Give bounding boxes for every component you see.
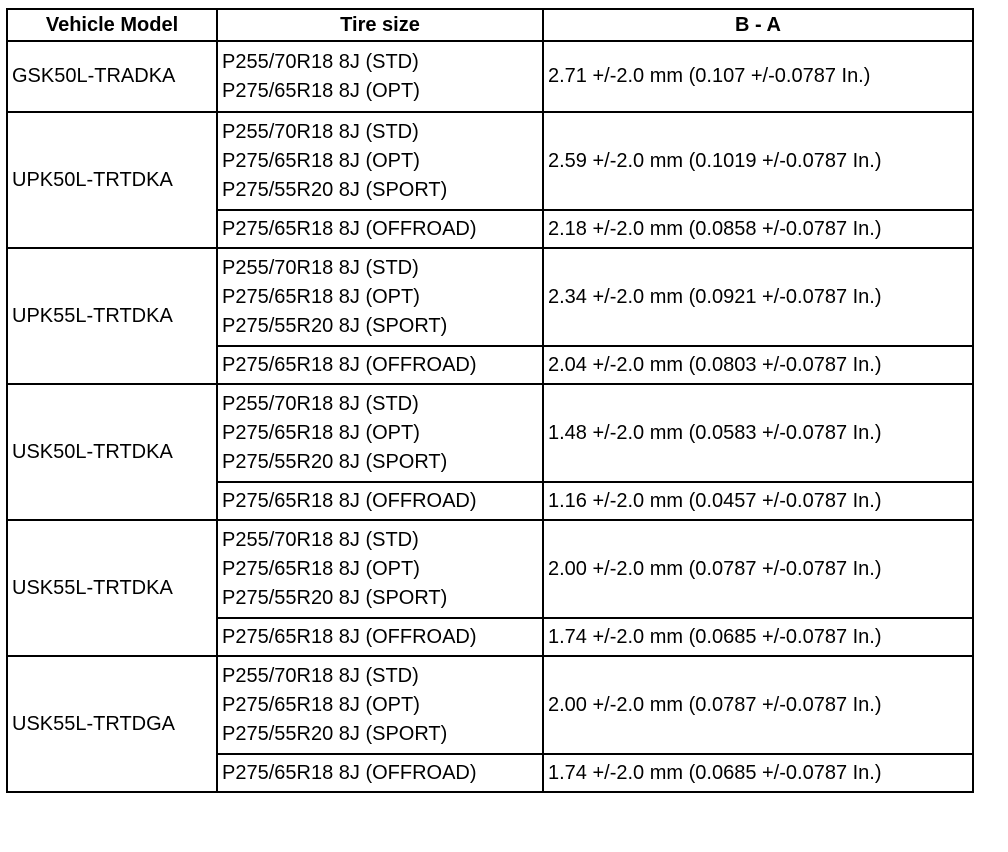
tire-size-line: P255/70R18 8J (STD) xyxy=(222,120,419,143)
tire-size-line: P275/65R18 8J (OFFROAD) xyxy=(222,217,477,240)
tire-size-line: P275/65R18 8J (OPT) xyxy=(222,557,420,580)
tire-size-line: P255/70R18 8J (STD) xyxy=(222,50,419,73)
tire-size-line: P275/55R20 8J (SPORT) xyxy=(222,586,448,609)
b-minus-a-cell: 1.74 +/-2.0 mm (0.0685 +/-0.0787 In.) xyxy=(543,618,973,656)
tire-size-cell xyxy=(217,346,543,384)
tire-size-line: P275/55R20 8J (SPORT) xyxy=(222,314,448,337)
tire-size-cell xyxy=(217,754,543,792)
b-minus-a-cell: 2.00 +/-2.0 mm (0.0787 +/-0.0787 In.) xyxy=(543,520,973,618)
vehicle-model-cell: UPK55L-TRTDKA xyxy=(7,248,217,384)
tire-size-line: P275/65R18 8J (OPT) xyxy=(222,421,420,444)
table-row xyxy=(7,248,973,346)
table-row xyxy=(7,520,973,618)
tire-size-line: P275/55R20 8J (SPORT) xyxy=(222,722,448,745)
vehicle-model-cell: UPK50L-TRTDKA xyxy=(7,112,217,248)
header-tire-size: Tire size xyxy=(217,9,543,41)
tire-size-cell xyxy=(217,656,543,754)
tire-size-line: P255/70R18 8J (STD) xyxy=(222,528,419,551)
b-minus-a-cell: 2.00 +/-2.0 mm (0.0787 +/-0.0787 In.) xyxy=(543,656,973,754)
tire-size-line: P275/65R18 8J (OFFROAD) xyxy=(222,761,477,784)
tire-size-line: P275/55R20 8J (SPORT) xyxy=(222,450,448,473)
b-minus-a-cell: 1.74 +/-2.0 mm (0.0685 +/-0.0787 In.) xyxy=(543,754,973,792)
b-minus-a-cell: 2.18 +/-2.0 mm (0.0858 +/-0.0787 In.) xyxy=(543,210,973,248)
tire-size-line: P255/70R18 8J (STD) xyxy=(222,664,419,687)
table-row xyxy=(7,656,973,754)
tire-size-cell xyxy=(217,210,543,248)
tire-size-line: P275/65R18 8J (OPT) xyxy=(222,693,420,716)
b-minus-a-cell: 1.48 +/-2.0 mm (0.0583 +/-0.0787 In.) xyxy=(543,384,973,482)
table-body xyxy=(7,41,973,792)
tire-size-line: P275/65R18 8J (OFFROAD) xyxy=(222,625,477,648)
tire-size-cell xyxy=(217,482,543,520)
b-minus-a-cell: 2.34 +/-2.0 mm (0.0921 +/-0.0787 In.) xyxy=(543,248,973,346)
b-minus-a-cell: 2.71 +/-2.0 mm (0.107 +/-0.0787 In.) xyxy=(543,41,973,112)
vehicle-model-cell: USK50L-TRTDKA xyxy=(7,384,217,520)
tire-size-cell xyxy=(217,618,543,656)
table-row xyxy=(7,41,973,112)
tire-size-cell xyxy=(217,384,543,482)
tire-size-line: P275/65R18 8J (OFFROAD) xyxy=(222,353,477,376)
tire-size-line: P255/70R18 8J (STD) xyxy=(222,256,419,279)
vehicle-model-cell: GSK50L-TRADKA xyxy=(7,41,217,112)
header-vehicle-model: Vehicle Model xyxy=(7,9,217,41)
b-minus-a-cell: 1.16 +/-2.0 mm (0.0457 +/-0.0787 In.) xyxy=(543,482,973,520)
tire-size-cell xyxy=(217,41,543,112)
header-b-minus-a: B - A xyxy=(543,9,973,41)
tire-size-line: P275/65R18 8J (OFFROAD) xyxy=(222,489,477,512)
tire-size-line: P275/65R18 8J (OPT) xyxy=(222,79,420,102)
b-minus-a-cell: 2.04 +/-2.0 mm (0.0803 +/-0.0787 In.) xyxy=(543,346,973,384)
tire-spec-table xyxy=(6,8,974,793)
b-minus-a-cell: 2.59 +/-2.0 mm (0.1019 +/-0.0787 In.) xyxy=(543,112,973,210)
tire-size-line: P275/65R18 8J (OPT) xyxy=(222,285,420,308)
tire-size-line: P275/55R20 8J (SPORT) xyxy=(222,178,448,201)
header-row xyxy=(7,9,973,41)
vehicle-model-cell: USK55L-TRTDKA xyxy=(7,520,217,656)
tire-size-line: P275/65R18 8J (OPT) xyxy=(222,149,420,172)
vehicle-model-cell: USK55L-TRTDGA xyxy=(7,656,217,792)
tire-size-cell xyxy=(217,520,543,618)
tire-size-line: P255/70R18 8J (STD) xyxy=(222,392,419,415)
table-row xyxy=(7,112,973,210)
table-row xyxy=(7,384,973,482)
tire-size-cell xyxy=(217,112,543,210)
tire-size-cell xyxy=(217,248,543,346)
